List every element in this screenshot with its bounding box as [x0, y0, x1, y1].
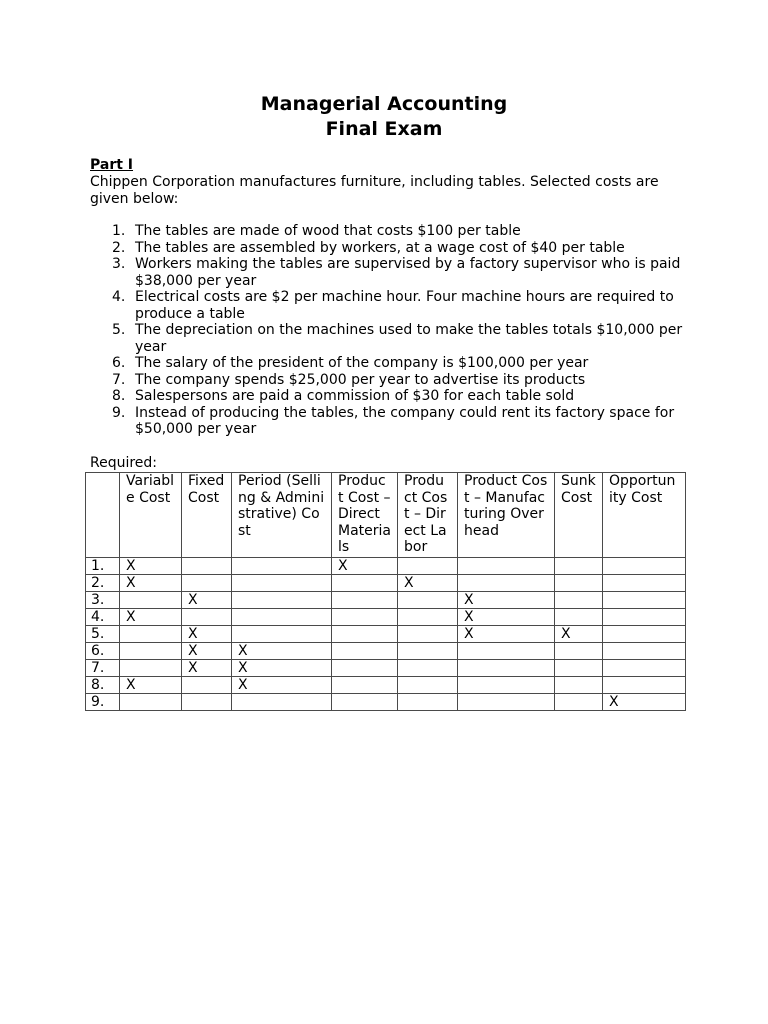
table-cell: [182, 558, 232, 575]
table-cell: [603, 592, 686, 609]
table-cell: [603, 575, 686, 592]
table-cell: X: [120, 575, 182, 592]
table-cell: [232, 575, 332, 592]
table-row: [86, 626, 686, 643]
table-cell: [458, 660, 555, 677]
cost-item: [90, 223, 690, 240]
cost-item-number: 7.: [112, 371, 126, 388]
row-number-cell: 9.: [86, 694, 120, 711]
table-row: [86, 677, 686, 694]
table-row: [86, 575, 686, 592]
cost-item-text: Electrical costs are $2 per machine hour. Four machine hours are required to produce a table: [135, 289, 674, 322]
table-row: [86, 694, 686, 711]
row-number-cell: 2.: [86, 575, 120, 592]
cost-item: [90, 355, 690, 372]
intro-paragraph: Chippen Corporation manufactures furniture, including tables. Selected costs are given below:: [90, 174, 659, 207]
cost-item: [90, 405, 690, 438]
cost-item: [90, 322, 690, 355]
cost-item-number: 2.: [112, 239, 126, 256]
table-cell: X: [120, 558, 182, 575]
cost-list: [90, 223, 690, 438]
table-cell: [332, 626, 398, 643]
table-cell: [182, 609, 232, 626]
table-header-cell: Opportunity Cost: [603, 473, 686, 558]
cost-item-number: 4.: [112, 289, 126, 305]
table-cell: [398, 643, 458, 660]
cost-item: [90, 240, 690, 257]
table-cell: [120, 643, 182, 660]
table-cell: [603, 558, 686, 575]
row-number-cell: 1.: [86, 558, 120, 575]
cost-item: [90, 256, 690, 289]
table-cell: [603, 609, 686, 626]
table-cell: [458, 694, 555, 711]
table-cell: [603, 643, 686, 660]
table-row: [86, 558, 686, 575]
table-cell: [120, 626, 182, 643]
table-cell: [398, 592, 458, 609]
table-cell: [555, 592, 603, 609]
table-cell: [332, 677, 398, 694]
table-cell: [603, 626, 686, 643]
cost-item-text: The company spends $25,000 per year to advertise its products: [135, 371, 586, 388]
table-header-cell: Variable Cost: [120, 473, 182, 558]
table-cell: [332, 660, 398, 677]
table-cell: [555, 558, 603, 575]
table-cell: [232, 592, 332, 609]
exam-subtitle: Final Exam: [325, 118, 443, 140]
table-cell: X: [555, 626, 603, 643]
table-cell: X: [182, 592, 232, 609]
classification-table: [85, 472, 686, 711]
table-row: [86, 643, 686, 660]
row-number-cell: 7.: [86, 660, 120, 677]
table-cell: [232, 609, 332, 626]
table-cell: [398, 660, 458, 677]
cost-item-number: 6.: [112, 355, 126, 371]
table-cell: X: [120, 609, 182, 626]
table-cell: X: [232, 643, 332, 660]
table-cell: [120, 694, 182, 711]
table-cell: [398, 558, 458, 575]
cost-item-text: Salespersons are paid a commission of $30 for each table sold: [135, 388, 575, 404]
table-cell: X: [332, 558, 398, 575]
table-cell: [332, 609, 398, 626]
table-cell: [555, 643, 603, 660]
cost-item: [90, 388, 690, 405]
table-row: [86, 660, 686, 677]
table-cell: [120, 592, 182, 609]
row-number-cell: 3.: [86, 592, 120, 609]
table-header-cell: Period (Selling & Administrative) Cost: [232, 473, 332, 558]
cost-item-text: The depreciation on the machines used to make the tables totals $10,000 per year: [135, 322, 683, 355]
table-cell: [120, 660, 182, 677]
table-cell: [398, 609, 458, 626]
table-cell: X: [398, 575, 458, 592]
row-number-cell: 5.: [86, 626, 120, 643]
table-cell: [555, 677, 603, 694]
cost-item-text: Instead of producing the tables, the company could rent its factory space for $50,000 per year: [135, 404, 675, 437]
cost-item-number: 5.: [112, 322, 126, 338]
table-cell: [332, 592, 398, 609]
table-header-row: [86, 473, 686, 558]
table-cell: [398, 677, 458, 694]
row-number-cell: 8.: [86, 677, 120, 694]
row-number-cell: 6.: [86, 643, 120, 660]
table-cell: X: [182, 626, 232, 643]
table-cell: [232, 626, 332, 643]
table-cell: [232, 558, 332, 575]
cost-item-number: 1.: [112, 223, 126, 239]
table-cell: [603, 677, 686, 694]
table-cell: [182, 694, 232, 711]
table-cell: [458, 643, 555, 660]
table-cell: [332, 643, 398, 660]
table-cell: [398, 694, 458, 711]
cost-item: [90, 289, 690, 322]
table-cell: X: [458, 626, 555, 643]
table-header-cell: Product Cost – Direct Materials: [332, 473, 398, 558]
table-cell: [458, 575, 555, 592]
table-cell: [332, 575, 398, 592]
table-cell: [232, 694, 332, 711]
table-cell: [555, 609, 603, 626]
table-cell: [332, 694, 398, 711]
cost-item-text: Workers making the tables are supervised by a factory supervisor who is paid $38,000 per year: [135, 256, 681, 289]
table-cell: [555, 660, 603, 677]
part-heading: Part I: [90, 157, 134, 173]
required-label: Required:: [90, 455, 158, 471]
cost-item-text: The salary of the president of the company is $100,000 per year: [135, 355, 589, 371]
table-row: [86, 609, 686, 626]
row-number-cell: 4.: [86, 609, 120, 626]
table-header-cell: Fixed Cost: [182, 473, 232, 558]
table-cell: X: [182, 643, 232, 660]
table-body: [86, 558, 686, 711]
table-header-cell: Product Cost – Manufacturing Overhead: [458, 473, 555, 558]
table-cell: [398, 626, 458, 643]
table-cell: [182, 575, 232, 592]
table-cell: [555, 575, 603, 592]
table-cell: X: [182, 660, 232, 677]
table-cell: X: [232, 677, 332, 694]
cost-item-number: 8.: [112, 388, 126, 404]
cost-item-number: 9.: [112, 404, 126, 421]
table-cell: X: [120, 677, 182, 694]
table-cell: [555, 694, 603, 711]
table-cell: X: [603, 694, 686, 711]
table-cell: X: [232, 660, 332, 677]
cost-item-number: 3.: [112, 256, 126, 272]
table-cell: [458, 677, 555, 694]
cost-item-text: The tables are made of wood that costs $100 per table: [135, 223, 521, 239]
table-row: [86, 592, 686, 609]
table-cell: [182, 677, 232, 694]
cost-item-text: The tables are assembled by workers, at a wage cost of $40 per table: [135, 239, 625, 256]
table-cell: [603, 660, 686, 677]
table-cell: X: [458, 609, 555, 626]
table-header-cell: Product Cost – Direct Labor: [398, 473, 458, 558]
exam-title: Managerial Accounting: [260, 93, 508, 115]
table-cell: [458, 558, 555, 575]
table-cell: X: [458, 592, 555, 609]
table-header-cell: Sunk Cost: [555, 473, 603, 558]
cost-item: [90, 372, 690, 389]
table-header-cell: [86, 473, 120, 558]
